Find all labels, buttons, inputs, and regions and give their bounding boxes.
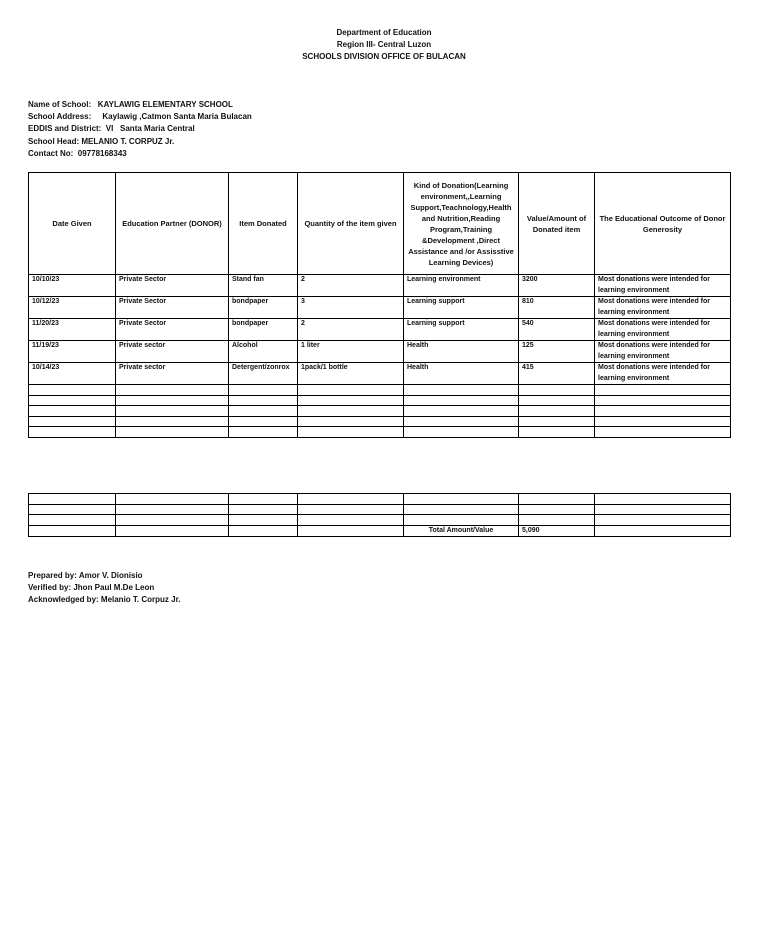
- empty-cell: [229, 416, 298, 427]
- school-name-line: [28, 99, 252, 111]
- empty-cell: [29, 385, 116, 396]
- empty-cell: [298, 515, 404, 526]
- table-cell: 10/14/23: [29, 363, 116, 385]
- empty-cell: [29, 416, 116, 427]
- empty-cell: [116, 504, 229, 515]
- empty-cell: [404, 406, 519, 417]
- empty-cell: [229, 427, 298, 438]
- empty-cell: [595, 395, 731, 406]
- table-row: [29, 341, 731, 363]
- empty-cell: [116, 494, 229, 505]
- empty-table-row: [29, 395, 731, 406]
- prepared-by: Prepared by: Amor V. Dionisio: [28, 571, 143, 580]
- summary-table: [28, 493, 731, 537]
- table-row: [29, 319, 731, 341]
- empty-summary-row: [29, 504, 731, 515]
- empty-cell: [404, 385, 519, 396]
- signatories: [28, 570, 180, 607]
- empty-cell: [519, 395, 595, 406]
- table-cell: Learning support: [404, 297, 519, 319]
- empty-cell: [595, 385, 731, 396]
- empty-cell: [29, 427, 116, 438]
- donation-table: [28, 172, 731, 438]
- school-head-value: MELANIO T. CORPUZ Jr.: [81, 136, 175, 146]
- table-cell: Most donations were intended for learning environment: [595, 297, 731, 319]
- table-cell: 540: [519, 319, 595, 341]
- table-cell: bondpaper: [229, 297, 298, 319]
- table-row: [29, 363, 731, 385]
- empty-cell: [29, 395, 116, 406]
- empty-cell: [595, 504, 731, 515]
- table-row: [29, 297, 731, 319]
- empty-cell: [595, 416, 731, 427]
- school-address-line: [28, 111, 252, 123]
- empty-cell: [229, 395, 298, 406]
- empty-cell: [595, 427, 731, 438]
- col-education-partner: Education Partner (DONOR): [116, 173, 229, 275]
- empty-table-row: [29, 385, 731, 396]
- empty-cell: [229, 385, 298, 396]
- empty-cell: [116, 395, 229, 406]
- table-cell: 11/20/23: [29, 319, 116, 341]
- table-cell: 10/12/23: [29, 297, 116, 319]
- empty-cell: [298, 406, 404, 417]
- region-title: Region III- Central Luzon: [336, 40, 432, 49]
- col-kind-of-donation: Kind of Donation(Learning environment,,Learning Support,Teachnology,Health and Nutrition,Reading Program,Training &Development ,Direct Assistance and /or Assisstive Learning Devices): [404, 173, 519, 275]
- department-title: Department of Education: [336, 28, 432, 37]
- verified-by: Verified by: Jhon Paul M.De Leon: [28, 583, 155, 593]
- table-cell: 10/10/23: [29, 275, 116, 297]
- school-name-value: KAYLAWIG ELEMENTARY SCHOOL: [97, 100, 233, 109]
- col-date-given: Date Given: [29, 173, 116, 275]
- table-cell: Most donations were intended for learning environment: [595, 319, 731, 341]
- empty-cell: [595, 406, 731, 417]
- empty-cell: [519, 427, 595, 438]
- empty-cell: [298, 416, 404, 427]
- total-amount-value: 5,090: [519, 525, 595, 537]
- col-educational-outcome: The Educational Outcome of Donor Generosity: [595, 173, 731, 275]
- col-item-donated: Item Donated: [229, 173, 298, 275]
- table-cell: Alcohol: [229, 341, 298, 363]
- empty-cell: [404, 395, 519, 406]
- empty-cell: [298, 504, 404, 515]
- empty-cell: [29, 494, 116, 505]
- table-cell: Most donations were intended for learning environment: [595, 363, 731, 385]
- empty-cell: [116, 427, 229, 438]
- empty-cell: [519, 385, 595, 396]
- table-cell: 11/19/23: [29, 341, 116, 363]
- eddis-line: [28, 123, 252, 135]
- empty-table-row: [29, 406, 731, 417]
- school-head-label: School Head:: [28, 136, 80, 146]
- table-cell: Private sector: [116, 341, 229, 363]
- table-cell: Learning environment: [404, 275, 519, 297]
- col-value-amount: Value/Amount of Donated item: [519, 173, 595, 275]
- empty-cell: [298, 427, 404, 438]
- empty-cell: [519, 494, 595, 505]
- school-info: [28, 99, 252, 160]
- table-cell: Most donations were intended for learning environment: [595, 275, 731, 297]
- table-cell: bondpaper: [229, 319, 298, 341]
- table-cell: Private Sector: [116, 275, 229, 297]
- empty-cell: [116, 385, 229, 396]
- eddis-value: VI Santa Maria Central: [105, 124, 195, 134]
- school-address-value: Kaylawig ,Catmon Santa Maria Bulacan: [102, 112, 252, 122]
- table-cell: 2: [298, 319, 404, 341]
- table-cell: Most donations were intended for learning environment: [595, 341, 731, 363]
- table-cell: Private sector: [116, 363, 229, 385]
- table-cell: Private Sector: [116, 319, 229, 341]
- empty-cell: [229, 525, 298, 537]
- table-cell: 1 liter: [298, 341, 404, 363]
- division-title: SCHOOLS DIVISION OFFICE OF BULACAN: [302, 52, 466, 61]
- empty-cell: [595, 525, 731, 537]
- table-cell: Private Sector: [116, 297, 229, 319]
- empty-cell: [229, 406, 298, 417]
- empty-cell: [595, 515, 731, 526]
- eddis-label: EDDIS and District:: [28, 124, 102, 134]
- table-cell: 415: [519, 363, 595, 385]
- empty-cell: [595, 494, 731, 505]
- empty-table-row: [29, 416, 731, 427]
- empty-cell: [229, 515, 298, 526]
- empty-cell: [404, 515, 519, 526]
- contact-value: 09778168343: [77, 148, 127, 158]
- empty-cell: [229, 494, 298, 505]
- empty-cell: [116, 416, 229, 427]
- contact-line: [28, 148, 252, 160]
- school-head-line: [28, 136, 252, 148]
- table-row: [29, 275, 731, 297]
- table-cell: Learning support: [404, 319, 519, 341]
- document-header: [0, 27, 768, 63]
- table-cell: Stand fan: [229, 275, 298, 297]
- empty-cell: [29, 525, 116, 537]
- empty-cell: [298, 395, 404, 406]
- empty-cell: [404, 494, 519, 505]
- table-cell: Health: [404, 341, 519, 363]
- total-amount-label: Total Amount/Value: [404, 525, 519, 537]
- table-cell: Health: [404, 363, 519, 385]
- table-cell: 810: [519, 297, 595, 319]
- empty-summary-row: [29, 494, 731, 505]
- table-cell: 125: [519, 341, 595, 363]
- table-header-row: [29, 173, 731, 275]
- empty-cell: [404, 504, 519, 515]
- total-row: [29, 525, 731, 537]
- empty-cell: [404, 427, 519, 438]
- table-cell: 3200: [519, 275, 595, 297]
- table-cell: Detergent/zonrox: [229, 363, 298, 385]
- col-quantity: Quantity of the item given: [298, 173, 404, 275]
- empty-cell: [519, 416, 595, 427]
- empty-cell: [298, 525, 404, 537]
- empty-cell: [229, 504, 298, 515]
- table-cell: 3: [298, 297, 404, 319]
- empty-cell: [116, 525, 229, 537]
- school-address-label: School Address:: [28, 112, 92, 122]
- empty-cell: [519, 504, 595, 515]
- empty-cell: [298, 494, 404, 505]
- empty-cell: [519, 406, 595, 417]
- empty-cell: [29, 515, 116, 526]
- empty-cell: [404, 416, 519, 427]
- empty-table-row: [29, 427, 731, 438]
- empty-cell: [29, 504, 116, 515]
- contact-label: Contact No:: [28, 148, 74, 158]
- empty-summary-row: [29, 515, 731, 526]
- table-cell: 1pack/1 bottle: [298, 363, 404, 385]
- empty-cell: [298, 385, 404, 396]
- table-cell: 2: [298, 275, 404, 297]
- school-name-label: Name of School:: [28, 100, 92, 109]
- empty-cell: [116, 515, 229, 526]
- empty-cell: [29, 406, 116, 417]
- empty-cell: [519, 515, 595, 526]
- acknowledged-by: Acknowledged by: Melanio T. Corpuz Jr.: [28, 595, 181, 605]
- empty-cell: [116, 406, 229, 417]
